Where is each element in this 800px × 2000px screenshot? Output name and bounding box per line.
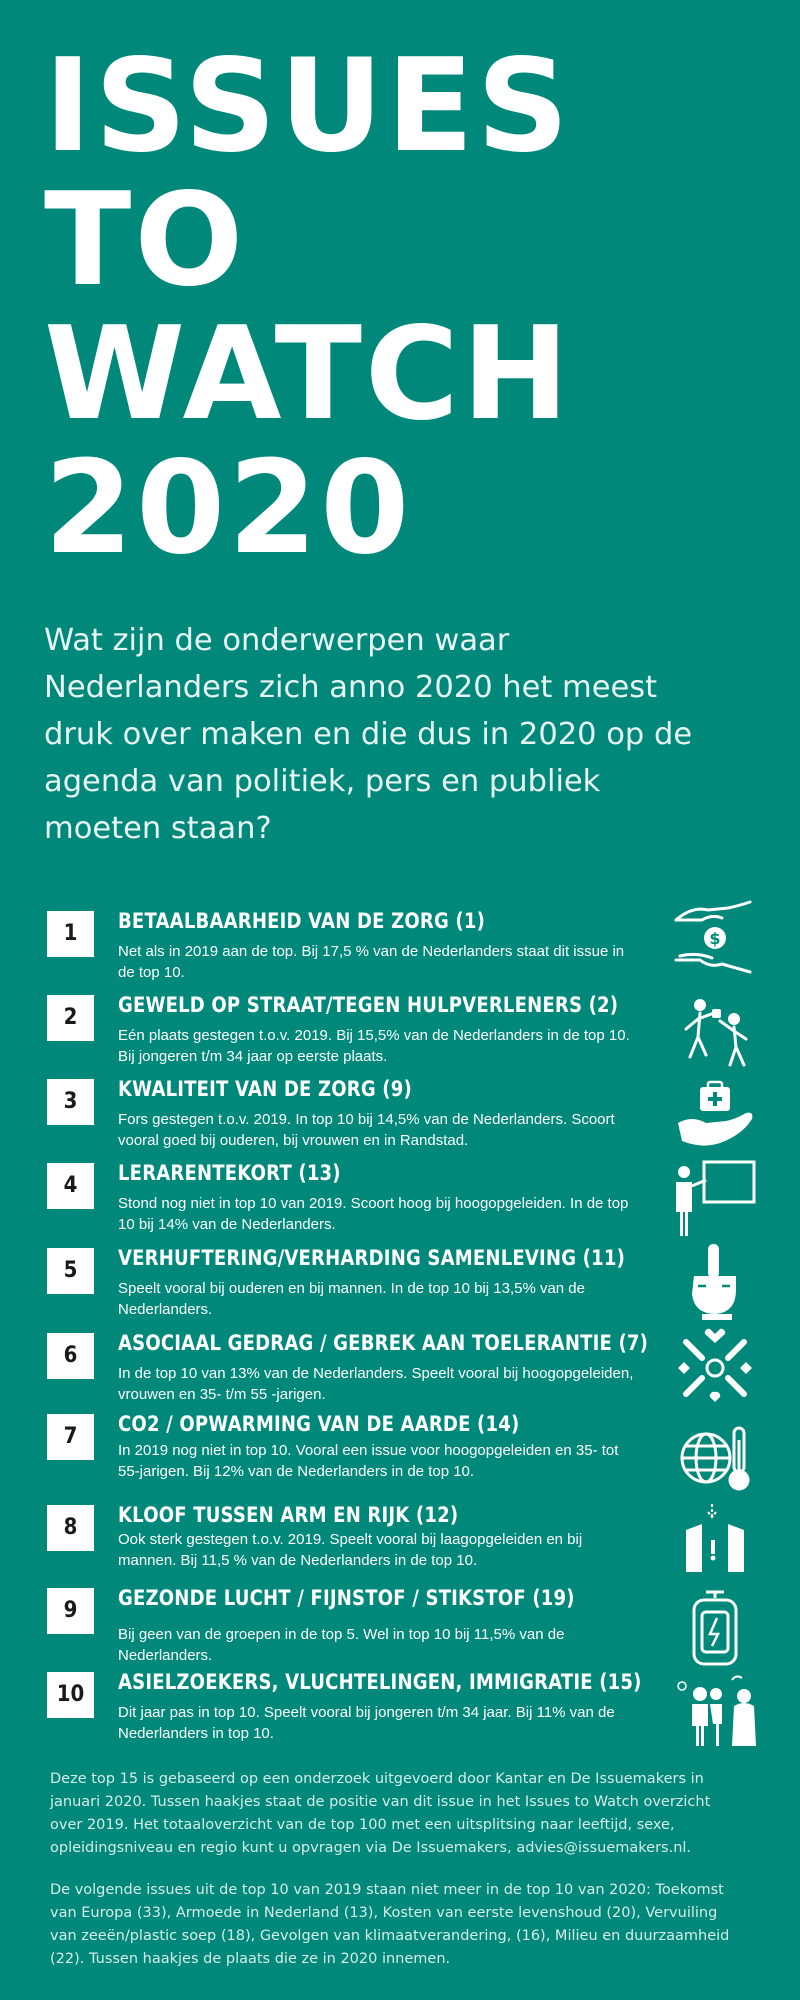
- globe-thermometer-icon: [672, 1418, 758, 1498]
- item-title: KWALITEIT VAN DE ZORG (9): [118, 1077, 412, 1101]
- footer-note-dropped-issues: De volgende issues uit de top 10 van 2019 staan niet meer in de top 10 van 2020: Toekomst van Europa (33), Armoede in Nederland (13), Kosten van eerste levenshoud (20), Vervuiling van zeeën/plastic soep (18), Gevolgen van klimaatverandering, (16), Milieu en duurzaamheid (22). Tussen haakjes de plaats die ze in 2020 innemen.: [50, 1882, 730, 1967]
- item-title: GEWELD OP STRAAT/TEGEN HULPVERLENERS (2): [118, 993, 619, 1017]
- rank-badge: 2: [47, 995, 94, 1041]
- teacher-board-icon: [672, 1158, 758, 1238]
- title-line-2: TO: [44, 166, 247, 315]
- rank-badge: 3: [47, 1079, 94, 1125]
- item-title: BETAALBAARHEID VAN DE ZORG (1): [118, 909, 486, 933]
- rank-badge: 5: [47, 1248, 94, 1294]
- rank-badge: 6: [47, 1333, 94, 1379]
- violence-icon: [672, 995, 758, 1075]
- item-title: GEZONDE LUCHT / FIJNSTOF / STIKSTOF (19): [118, 1586, 575, 1610]
- hands-money-icon: [672, 898, 758, 978]
- item-description: In de top 10 van 13% van de Nederlanders. Speelt vooral bij hoogopgeleiden, vrouwen en 35- t/m 55 -jarigen.: [118, 1365, 634, 1403]
- item-description: Bij geen van de groepen in de top 5. Wel in top 10 bij 11,5% van de Nederlanders.: [118, 1626, 565, 1664]
- footer-note: Deze top 15 is gebaseerd op een onderzoek uitgevoerd door Kantar en De Issuemakers in januari 2020. Tussen haakjes staat de positie van dit issue in het Issues to Watch overzicht over 2019. Het totaaloverzicht van de top 100 met een uitsplitsing naar leeftijd, sexe, opleidingsniveau en regio kunt u opvragen via De Issuemakers, advies@issuemakers.nl.: [50, 1771, 711, 1856]
- item-description: Speelt vooral bij ouderen en bij mannen. In de top 10 bij 13,5% van de Nederlanders.: [118, 1280, 585, 1318]
- rank-badge: 8: [47, 1505, 94, 1551]
- item-title: VERHUFTERING/VERHARDING SAMENLEVING (11): [118, 1246, 626, 1270]
- gas-cylinder-icon: [672, 1588, 758, 1668]
- item-title: KLOOF TUSSEN ARM EN RIJK (12): [118, 1503, 459, 1527]
- item-title: CO2 / OPWARMING VAN DE AARDE (14): [118, 1412, 520, 1436]
- middle-finger-icon: [672, 1240, 758, 1320]
- rank-badge: 1: [47, 911, 94, 957]
- item-title: ASOCIAAL GEDRAG / GEBREK AAN TOELERANTIE (7): [118, 1331, 649, 1355]
- rank-badge: 7: [47, 1414, 94, 1460]
- refugees-icon: [672, 1672, 758, 1752]
- item-title: ASIELZOEKERS, VLUCHTELINGEN, IMMIGRATIE (15): [118, 1670, 642, 1694]
- item-title: LERARENTEKORT (13): [118, 1161, 341, 1185]
- item-description: Fors gestegen t.o.v. 2019. In top 10 bij 14,5% van de Nederlanders. Scoort vooral goed bij ouderen, bij vrouwen en in Randstad.: [118, 1111, 615, 1149]
- item-description: Net als in 2019 aan de top. Bij 17,5 % van de Nederlanders staat dit issue in de top 10.: [118, 943, 625, 981]
- item-description: Stond nog niet in top 10 van 2019. Scoort hoog bij hoogopgeleiden. In de top 10 bij 14% van de Nederlanders.: [118, 1195, 629, 1233]
- rank-badge: 10: [47, 1672, 94, 1718]
- title-line-1: ISSUES: [44, 32, 572, 181]
- svg-text:$: $: [709, 929, 721, 948]
- item-description: Dit jaar pas in top 10. Speelt vooral bij jongeren t/m 34 jaar. Bij 11% van de Nederlanders in top 10.: [118, 1704, 615, 1742]
- title-line-4: 2020: [44, 434, 413, 583]
- intro-text: Wat zijn de onderwerpen waar Nederlanders zich anno 2020 het meest druk over maken en die dus in 2020 op de agenda van politiek, pers en publiek moeten staan?: [44, 623, 693, 846]
- item-description: Eén plaats gestegen t.o.v. 2019. Bij 15,5% van de Nederlanders in de top 10. Bij jongeren t/m 34 jaar op eerste plaats.: [118, 1027, 630, 1065]
- gap-icon: [672, 1500, 758, 1580]
- item-description: In 2019 nog niet in top 10. Vooral een issue voor hoogopgeleiden en 35- tot 55-jarigen. Bij 12% van de Nederlanders in de top 10.: [118, 1442, 619, 1480]
- title-line-3: WATCH: [44, 300, 572, 449]
- medical-kit-hand-icon: [672, 1079, 758, 1159]
- hands-hearts-icon: [672, 1328, 758, 1408]
- page-title: [44, 32, 572, 583]
- item-description: Ook sterk gestegen t.o.v. 2019. Speelt vooral bij laagopgeleiden en bij mannen. Bij 11,5 % van de Nederlanders in de top 10.: [118, 1531, 583, 1569]
- rank-badge: 4: [47, 1163, 94, 1209]
- rank-badge: 9: [47, 1588, 94, 1634]
